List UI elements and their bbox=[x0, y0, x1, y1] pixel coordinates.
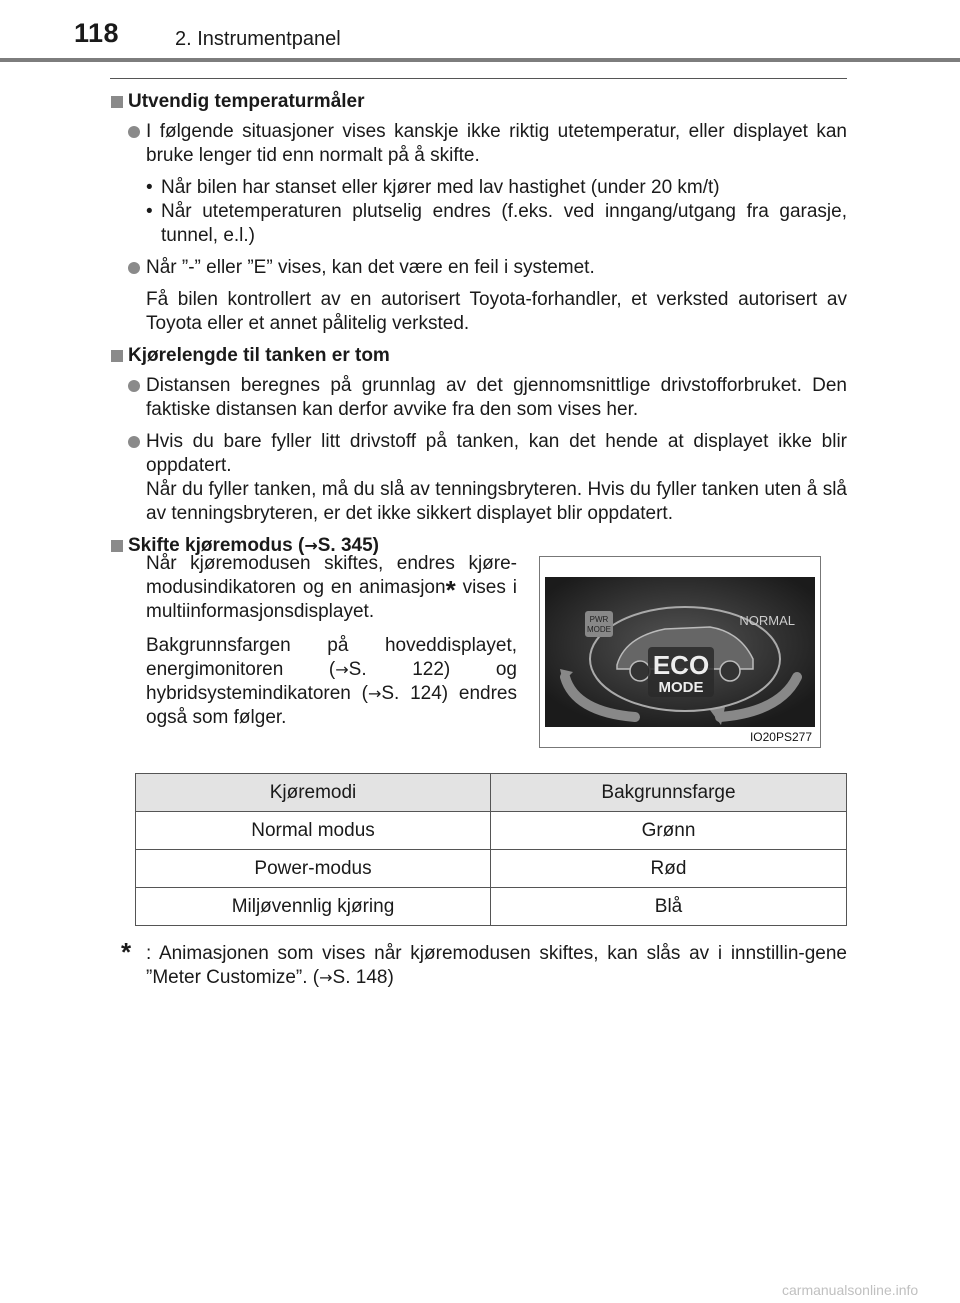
eco-mode-figure bbox=[539, 556, 821, 748]
bullet-item: Hvis du bare fyller litt drivstoff på tanken, kan det hende at displayet ikke blir oppdatert. bbox=[110, 430, 847, 478]
table-cell: Grønn bbox=[491, 812, 847, 850]
dot-bullet-icon: • bbox=[146, 201, 153, 222]
watermark: carmanualsonline.info bbox=[782, 1282, 919, 1298]
header-rule bbox=[0, 58, 960, 62]
table-header-row bbox=[136, 774, 847, 812]
drive-mode-paragraph: Når kjøremodusen skiftes, endres kjøre-modusindikatoren og en animasjon* vises i multiinformasjonsdisplayet. bbox=[146, 553, 517, 622]
page-header bbox=[0, 0, 960, 80]
page-number: 118 bbox=[74, 18, 120, 48]
drive-mode-description bbox=[146, 552, 517, 740]
table-cell: Miljøvennlig kjøring bbox=[136, 888, 491, 926]
svg-text:MODE: MODE bbox=[587, 625, 611, 634]
footnote: * : Animasjonen som vises når kjøremodusen skiftes, kan slås av i innstillin-gene ”Meter Customize”. (→S. 148) bbox=[121, 937, 847, 988]
heading-range-to-empty: Kjørelengde til tanken er tom bbox=[110, 344, 847, 368]
sub-item: • Når utetemperaturen plutselig endres (f.eks. ved inngang/utgang fra garasje, tunnel, e.l.) bbox=[146, 201, 847, 246]
table-cell: Normal modus bbox=[136, 812, 491, 850]
drive-mode-table bbox=[135, 773, 847, 926]
column-header: Kjøremodi bbox=[136, 774, 491, 812]
display-screen bbox=[545, 577, 815, 727]
circle-bullet-icon bbox=[128, 380, 140, 392]
circle-bullet-icon bbox=[128, 436, 140, 448]
heading-outside-temperature: Utvendig temperaturmåler bbox=[110, 90, 847, 114]
bullet-item: Når ”-” eller ”E” vises, kan det være en feil i systemet. bbox=[110, 256, 847, 280]
table-row bbox=[136, 812, 847, 850]
eco-label: ECO bbox=[652, 650, 710, 680]
table-cell: Rød bbox=[491, 850, 847, 888]
section-title: 2. Instrumentpanel bbox=[175, 28, 341, 50]
heading-drive-mode: Skifte kjøremodus (→S. 345) bbox=[110, 534, 847, 558]
bullet-item: I følgende situasjoner vises kanskje ikke riktig utetemperatur, eller displayet kan bruke lenger tid enn normalt på å skifte. bbox=[110, 120, 847, 168]
figure-code: IO20PS277 bbox=[749, 730, 812, 744]
column-header: Bakgrunnsfarge bbox=[491, 774, 847, 812]
asterisk-mark: * bbox=[445, 575, 456, 605]
main-content bbox=[110, 90, 847, 564]
arrow-right-icon: → bbox=[367, 684, 382, 703]
bullet-item: Distansen beregnes på grunnlag av det gjennomsnittlige drivstofforbruket. Den faktiske distansen kan derfor avvike fra den som vises her. bbox=[110, 374, 847, 422]
arrow-right-icon: → bbox=[335, 660, 349, 679]
arrow-right-icon: → bbox=[304, 536, 318, 555]
square-bullet-icon bbox=[111, 540, 123, 552]
table-row bbox=[136, 888, 847, 926]
content-rule bbox=[110, 78, 847, 79]
dot-bullet-icon: • bbox=[146, 177, 153, 198]
table-cell: Blå bbox=[491, 888, 847, 926]
eco-mode-illustration bbox=[545, 577, 815, 727]
asterisk-mark: * bbox=[121, 937, 132, 967]
background-color-paragraph: Bakgrunnsfargen på hoveddisplayet, energimonitoren (→S. 122) og hybridsystemindikatoren (→S. 124) endres også som følger. bbox=[146, 635, 517, 728]
arrow-right-icon: → bbox=[319, 968, 333, 987]
note-paragraph: Få bilen kontrollert av en autorisert Toyota-forhandler, et verksted autorisert av Toyota eller et annet pålitelig verksted. bbox=[146, 289, 847, 334]
square-bullet-icon bbox=[111, 350, 123, 362]
svg-text:PWR: PWR bbox=[589, 615, 609, 624]
normal-mode-label: NORMAL bbox=[739, 613, 795, 628]
circle-bullet-icon bbox=[128, 126, 140, 138]
square-bullet-icon bbox=[111, 96, 123, 108]
circle-bullet-icon bbox=[128, 262, 140, 274]
eco-mode-label: MODE bbox=[658, 679, 704, 696]
note-paragraph: Når du fyller tanken, må du slå av tenningsbryteren. Hvis du fyller tanken uten å slå av tenningsbryteren, er det ikke sikkert displayet blir oppdatert. bbox=[146, 479, 847, 524]
sub-item: • Når bilen har stanset eller kjører med lav hastighet (under 20 km/t) bbox=[146, 177, 720, 198]
table-row bbox=[136, 850, 847, 888]
table-cell: Power-modus bbox=[136, 850, 491, 888]
